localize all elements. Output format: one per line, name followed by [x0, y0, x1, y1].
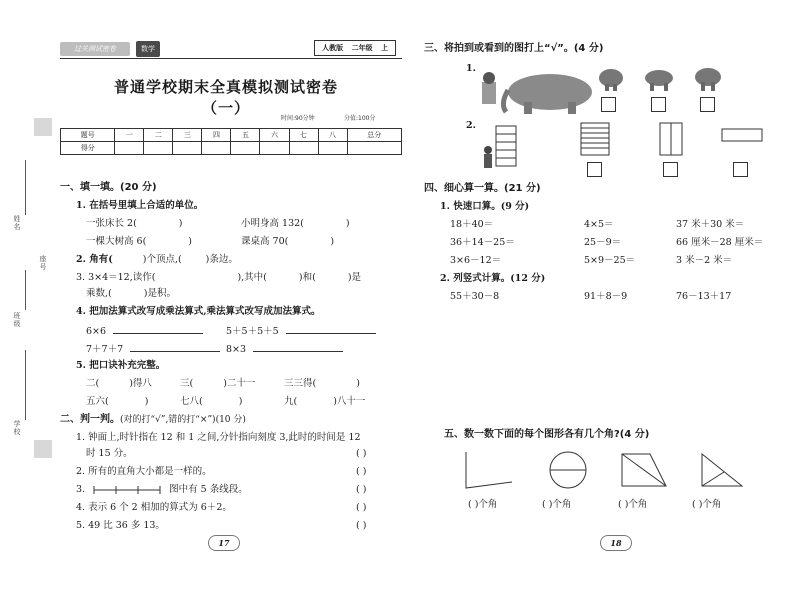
- section-1-title: 一、填一填。(20 分): [60, 182, 157, 193]
- angle-count-answer[interactable]: ( )个角: [692, 499, 722, 510]
- q2-1a: 1. 钟面上,时针指在 12 和 1 之间,分针指向刻度 3,此时的时间是 12: [76, 432, 361, 443]
- page-header: [60, 40, 402, 58]
- score-cell[interactable]: [173, 142, 202, 155]
- judge-answer-5[interactable]: ( ): [356, 520, 367, 531]
- oral-calc-item: 5×9－25＝: [584, 255, 636, 266]
- q1-3b: 乘数,( )是积。: [86, 288, 176, 299]
- exam-title: 普通学校期末全真模拟测试密卷（一）: [113, 78, 338, 117]
- boy-body: [484, 154, 492, 168]
- elephant-leg: [711, 82, 715, 91]
- math-book-icon: 数学: [136, 41, 160, 57]
- q2-1b: 时 15 分。: [86, 448, 133, 459]
- vertical-calc-item: 76－13＋17: [676, 291, 732, 302]
- section-2-note: (对的打“√”,错的打“×”)(10 分): [120, 415, 246, 425]
- score-cell[interactable]: [347, 142, 401, 155]
- score-header-row: [61, 129, 402, 142]
- class-line: [25, 270, 26, 310]
- grade-label: 二年级: [351, 44, 373, 52]
- q2-4: 4. 表示 6 个 2 相加的算式为 6＋2。: [76, 502, 232, 513]
- cabinet-shape: [496, 126, 516, 166]
- q2-5: 5. 49 比 36 多 13。: [76, 520, 165, 531]
- score-header: 题号: [61, 129, 115, 142]
- oral-calc-item: 66 厘米－28 厘米＝: [676, 237, 764, 248]
- q1-4c: 7＋7＋7: [86, 341, 220, 357]
- q1-1-prompt: 1. 在括号里填上合适的单位。: [76, 200, 204, 211]
- elephant-leg: [701, 82, 705, 91]
- score-table: [60, 128, 402, 155]
- oral-calc-item: 36＋14－25＝: [450, 237, 515, 248]
- q1-4b: 5＋5＋5＋5: [226, 323, 376, 339]
- answer-box[interactable]: [733, 162, 748, 177]
- trapezoid-shape-image: [620, 450, 668, 490]
- score-header: 一: [115, 129, 144, 142]
- score-cell[interactable]: [260, 142, 289, 155]
- section-3-title: 三、将拍到或看到的图打上“√”。(4 分): [424, 43, 604, 54]
- q1-5b-3: 九( )八十一: [284, 396, 366, 407]
- section-3-label-2: 2.: [466, 120, 476, 131]
- elephant-view-1-image: [595, 66, 627, 92]
- elephant-view-3-image: [692, 66, 724, 92]
- score-value-row: [61, 142, 402, 155]
- q1-5-prompt: 5. 把口诀补充完整。: [76, 360, 166, 371]
- oral-calc-item: 3 米－2 米＝: [676, 255, 733, 266]
- oral-calc-item: 3×6－12＝: [450, 255, 502, 266]
- elephant-view-2-image: [642, 66, 676, 92]
- diagonal-line: [622, 454, 666, 486]
- answer-box[interactable]: [587, 162, 602, 177]
- q4-1-prompt: 1. 快速口算。(9 分): [440, 201, 530, 212]
- q1-1c: 一棵大树高 6( ): [86, 236, 192, 247]
- answer-box[interactable]: [601, 97, 616, 112]
- time-limit: 时间:90分钟: [281, 115, 315, 122]
- seat-label: 座号: [39, 255, 47, 271]
- edition-label: 人教版: [322, 44, 344, 52]
- vertical-calc-item: 91＋8－9: [584, 291, 628, 302]
- q1-4a: 6×6: [86, 323, 203, 339]
- answer-line[interactable]: [130, 341, 220, 352]
- judge-answer-2[interactable]: ( ): [356, 466, 367, 477]
- total-score: 分值:100分: [344, 115, 376, 122]
- score-cell[interactable]: [231, 142, 260, 155]
- elephant-leg: [664, 83, 668, 91]
- answer-line[interactable]: [113, 323, 203, 334]
- score-cell[interactable]: [115, 142, 144, 155]
- page-number: 17: [208, 535, 240, 551]
- grade-info: [314, 40, 396, 56]
- score-cell[interactable]: [144, 142, 173, 155]
- right-page: [420, 0, 795, 589]
- score-header: 总分: [347, 129, 401, 142]
- name-label: 姓名: [13, 215, 21, 231]
- binding-tab: [34, 118, 52, 136]
- school-line: [25, 350, 26, 420]
- cabinet-view-1-image: [580, 122, 610, 156]
- brand-label: 过关测试密卷: [60, 42, 130, 56]
- answer-line[interactable]: [286, 323, 376, 334]
- cabinet-view-3-image: [721, 128, 763, 142]
- q1-2: 2. 角有( )个顶点,( )条边。: [76, 254, 238, 265]
- triangle-shape-image: [700, 450, 744, 490]
- name-line: [25, 160, 26, 215]
- elephant-shape: [645, 70, 673, 86]
- q1-1d: 课桌高 70( ): [241, 236, 335, 247]
- q1-5a-1: 二( )得八: [86, 378, 152, 389]
- answer-box[interactable]: [700, 97, 715, 112]
- judge-answer-3[interactable]: ( ): [356, 484, 367, 495]
- oral-calc-item: 18＋40＝: [450, 219, 494, 230]
- score-header: 六: [260, 129, 289, 142]
- q1-1a: 一张床长 2( ): [86, 218, 183, 229]
- elephant-leg: [568, 102, 576, 114]
- q1-5a-3: 三三得( ): [284, 378, 360, 389]
- oral-calc-item: 25－9＝: [584, 237, 622, 248]
- section-5-title: 五、数一数下面的每个图形各有几个角?(4 分): [444, 429, 650, 440]
- judge-answer-1[interactable]: ( ): [356, 448, 367, 459]
- term-label: 上: [381, 44, 388, 52]
- angle-count-answer[interactable]: ( )个角: [542, 499, 572, 510]
- elephant-leg: [650, 83, 654, 91]
- school-label: 学校: [13, 420, 21, 436]
- q1-4d: 8×3: [226, 341, 343, 357]
- score-header: 二: [144, 129, 173, 142]
- header-rule: [60, 58, 402, 59]
- q2-2: 2. 所有的直角大小都是一样的。: [76, 466, 212, 477]
- page-number: 18: [600, 535, 632, 551]
- binding-tab: [34, 440, 52, 458]
- answer-line[interactable]: [253, 341, 343, 352]
- section-2-title: 二、判一判。(对的打“√”,错的打“×”)(10 分): [60, 414, 246, 425]
- q1-5a-2: 三( )二十一: [180, 378, 256, 389]
- score-header: 五: [231, 129, 260, 142]
- vertical-calc-item: 55＋30－8: [450, 291, 500, 302]
- girl-head: [483, 72, 495, 84]
- q2-3: 3. 图中有 5 条线段。: [76, 484, 248, 495]
- elephant-shape: [695, 68, 721, 86]
- score-cell[interactable]: [202, 142, 231, 155]
- semicircle-shape-image: [548, 450, 588, 490]
- angle-shape-image: [464, 450, 514, 490]
- q1-3a: 3. 3×4＝12,读作( ),其中( )和( )是: [76, 272, 362, 283]
- section-3-label-1: 1.: [466, 63, 476, 74]
- section-4-title: 四、细心算一算。(21 分): [424, 183, 541, 194]
- girl-figure: [482, 82, 496, 104]
- q4-2-prompt: 2. 列竖式计算。(12 分): [440, 273, 546, 284]
- score-header: 八: [318, 129, 347, 142]
- score-cell[interactable]: [318, 142, 347, 155]
- boy-head: [484, 146, 492, 154]
- oral-calc-item: 4×5＝: [584, 219, 614, 230]
- score-header: 七: [289, 129, 318, 142]
- boy-with-cabinet-image: [480, 122, 520, 172]
- angle-count-answer[interactable]: ( )个角: [618, 499, 648, 510]
- q1-4-prompt: 4. 把加法算式改写成乘法算式,乘法算式改写成加法算式。: [76, 306, 321, 317]
- inner-line: [702, 472, 724, 486]
- q1-1b: 小明身高 132( ): [241, 218, 350, 229]
- line-segment-figure: [92, 485, 162, 495]
- score-header: 四: [202, 129, 231, 142]
- q1-5b-1: 五六( ): [86, 396, 149, 407]
- cabinet-view-2-image: [659, 122, 683, 156]
- answer-box[interactable]: [663, 162, 678, 177]
- score-row-label: 得分: [61, 142, 115, 155]
- score-cell[interactable]: [289, 142, 318, 155]
- elephant-trunk: [503, 90, 508, 112]
- judge-answer-4[interactable]: ( ): [356, 502, 367, 513]
- triangle-outline: [702, 454, 742, 486]
- elephant-body: [508, 74, 592, 110]
- girl-with-elephant-image: [480, 64, 600, 114]
- oral-calc-item: 37 米＋30 米＝: [676, 219, 745, 230]
- score-header: 三: [173, 129, 202, 142]
- binding-strip: [0, 0, 56, 589]
- elephant-shape: [599, 69, 623, 87]
- left-page: [56, 0, 404, 589]
- cabinet-outline: [722, 129, 762, 141]
- elephant-leg: [605, 84, 609, 91]
- angle-count-answer[interactable]: ( )个角: [468, 499, 498, 510]
- q1-5b-2: 七八( ): [180, 396, 243, 407]
- class-label: 班级: [13, 312, 21, 328]
- elephant-leg: [613, 84, 617, 91]
- angle-lines: [466, 452, 512, 488]
- elephant-leg: [524, 102, 532, 114]
- answer-box[interactable]: [651, 97, 666, 112]
